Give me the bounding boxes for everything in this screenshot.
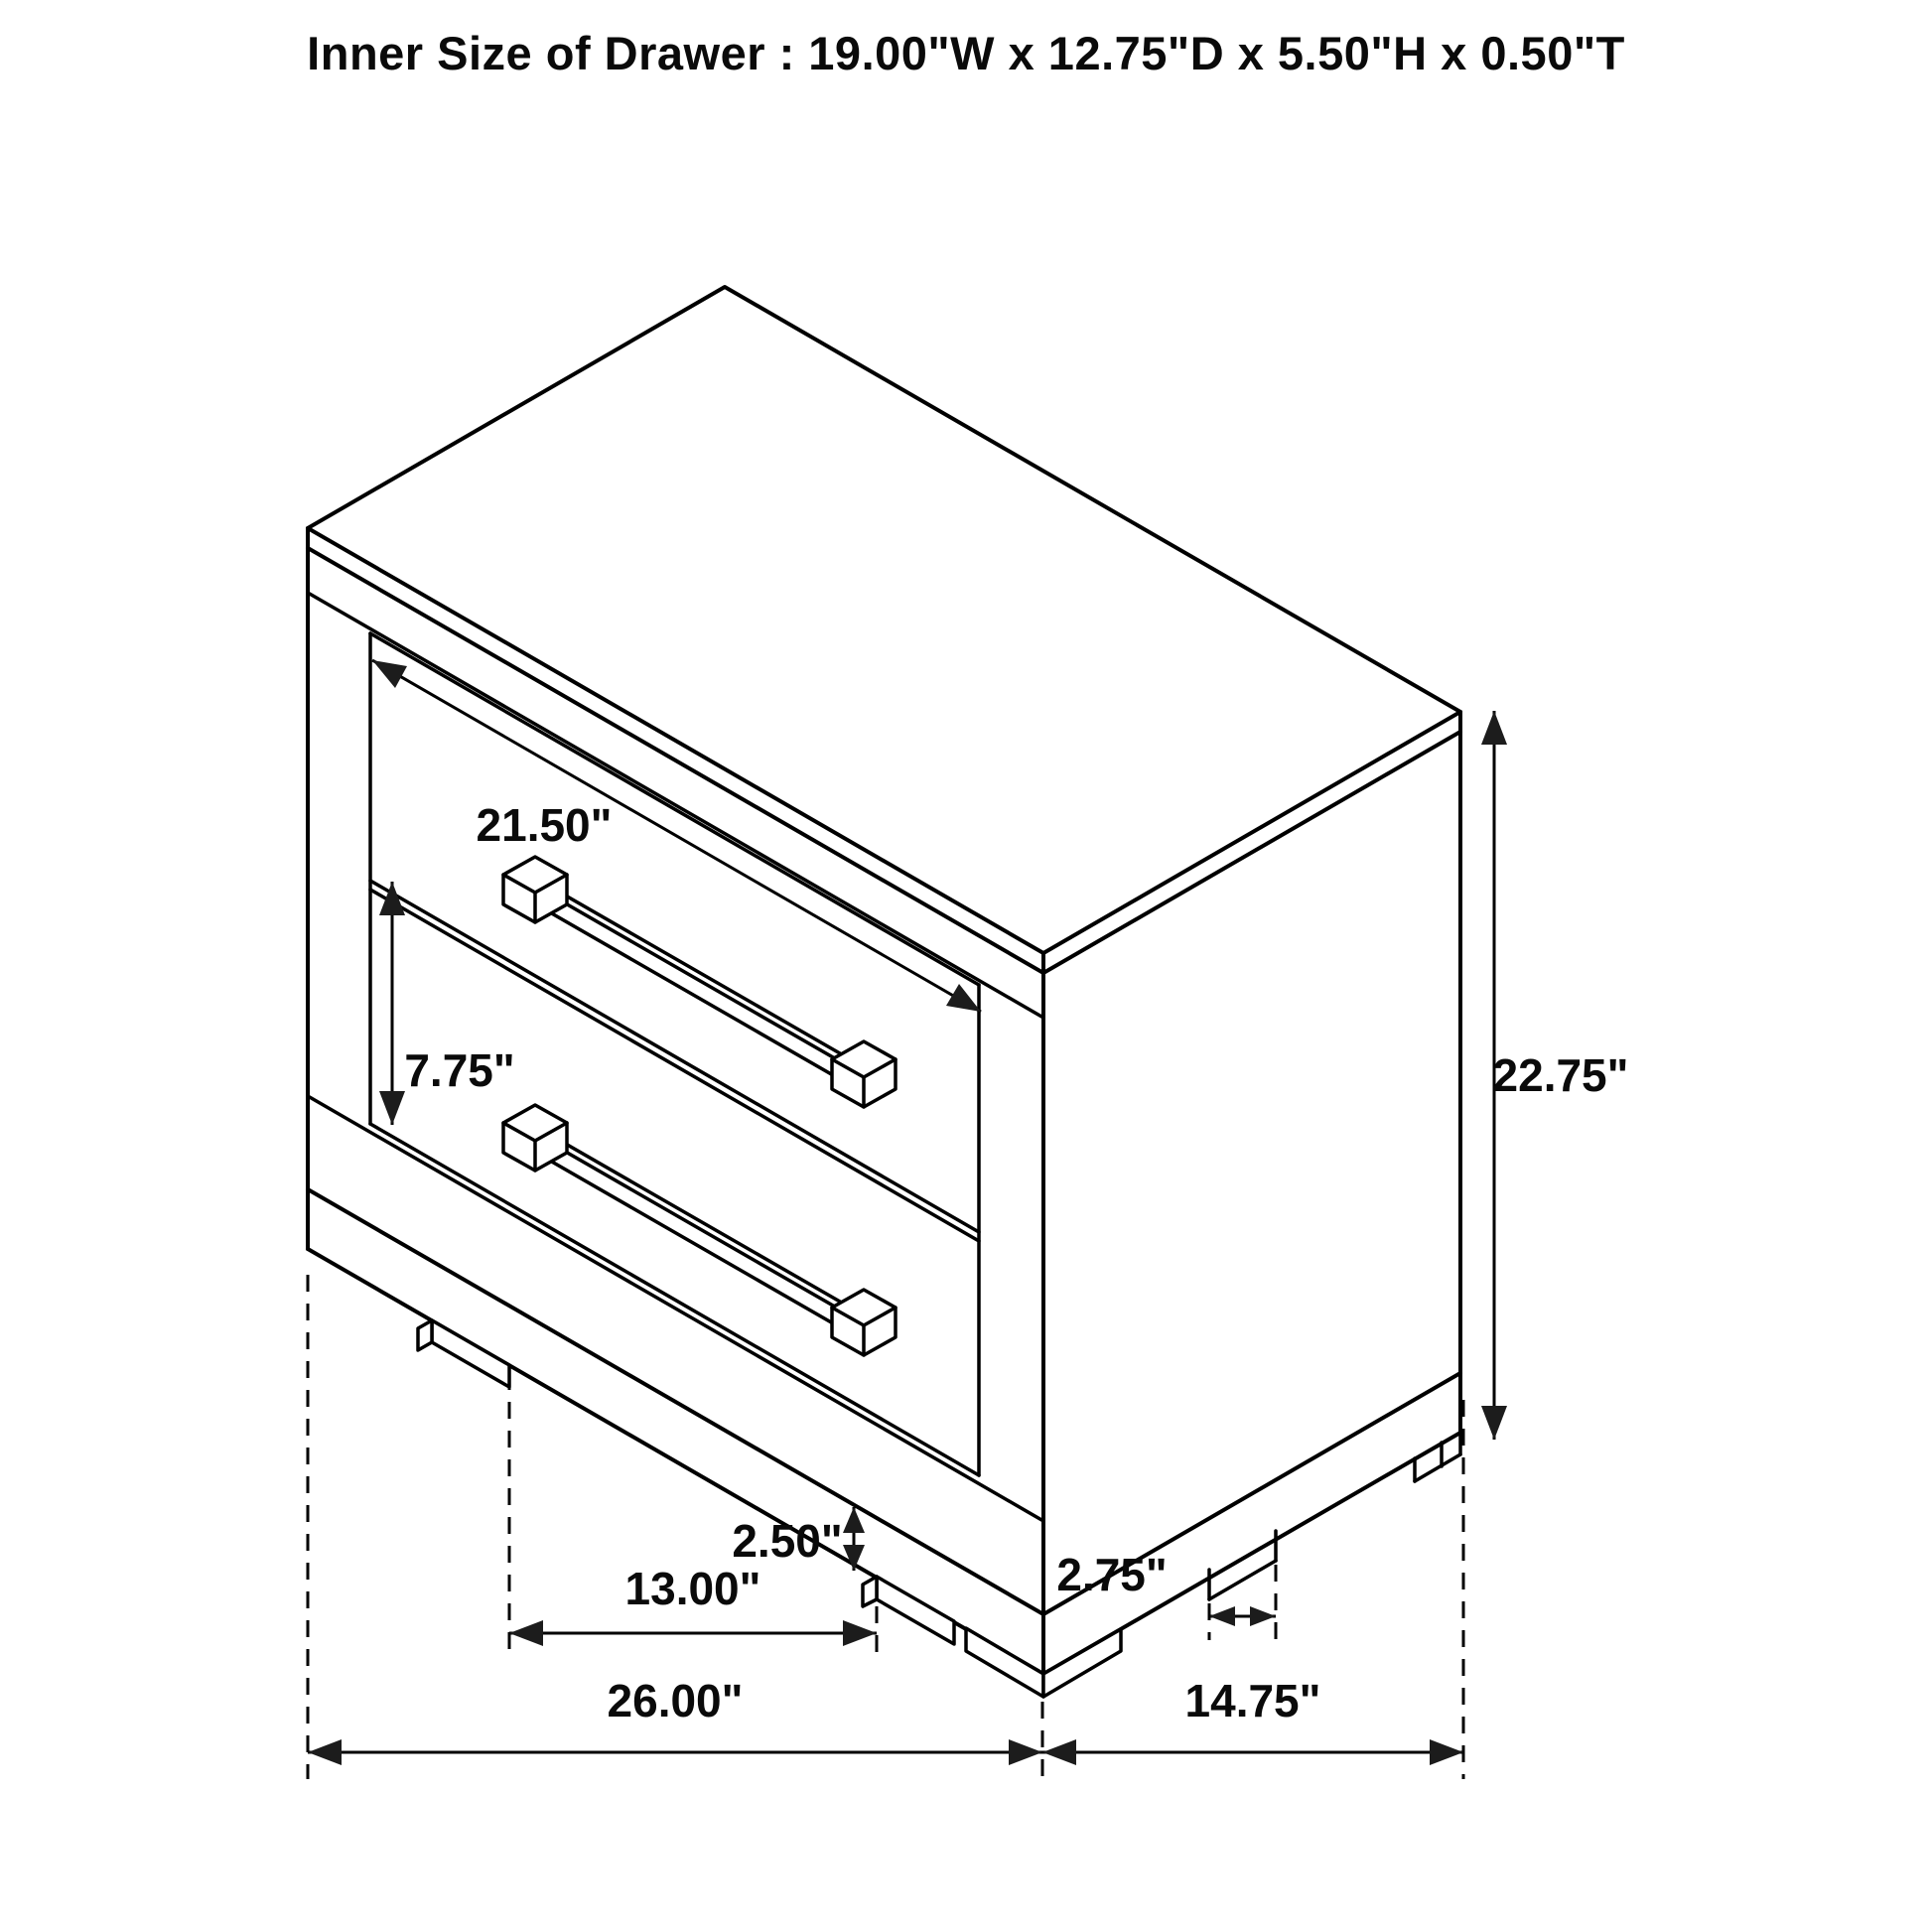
legs	[418, 1320, 1460, 1697]
dimension-front-leg-spacing	[509, 1563, 877, 1646]
dimension-label-drawer-height: 7.75"	[404, 1044, 515, 1096]
side-mid-leg	[1209, 1531, 1276, 1599]
dimension-label-drawer-width: 21.50"	[476, 799, 613, 851]
dimension-label-overall-depth: 14.75"	[1184, 1675, 1321, 1726]
top-face	[308, 287, 1460, 973]
dimension-label-overall-width: 26.00"	[607, 1675, 744, 1726]
dimension-overall-height	[1481, 711, 1628, 1440]
dimension-label-leg-width: 2.75"	[1056, 1549, 1168, 1600]
page-title: Inner Size of Drawer : 19.00"W x 12.75"D x 5.50"H x 0.50"T	[307, 27, 1625, 79]
drawer-handle-bottom	[503, 1105, 896, 1355]
dimension-label-leg-height: 2.50"	[732, 1515, 843, 1567]
dimension-label-overall-height: 22.75"	[1492, 1049, 1629, 1101]
dimension-overall-depth	[1042, 1675, 1463, 1765]
dimension-label-front-leg-spacing: 13.00"	[624, 1563, 761, 1614]
front-left-leg	[418, 1320, 509, 1387]
dimension-drawer-height	[379, 882, 515, 1125]
nightstand-drawing	[308, 287, 1460, 1697]
dimension-overall-width	[308, 1675, 1042, 1765]
